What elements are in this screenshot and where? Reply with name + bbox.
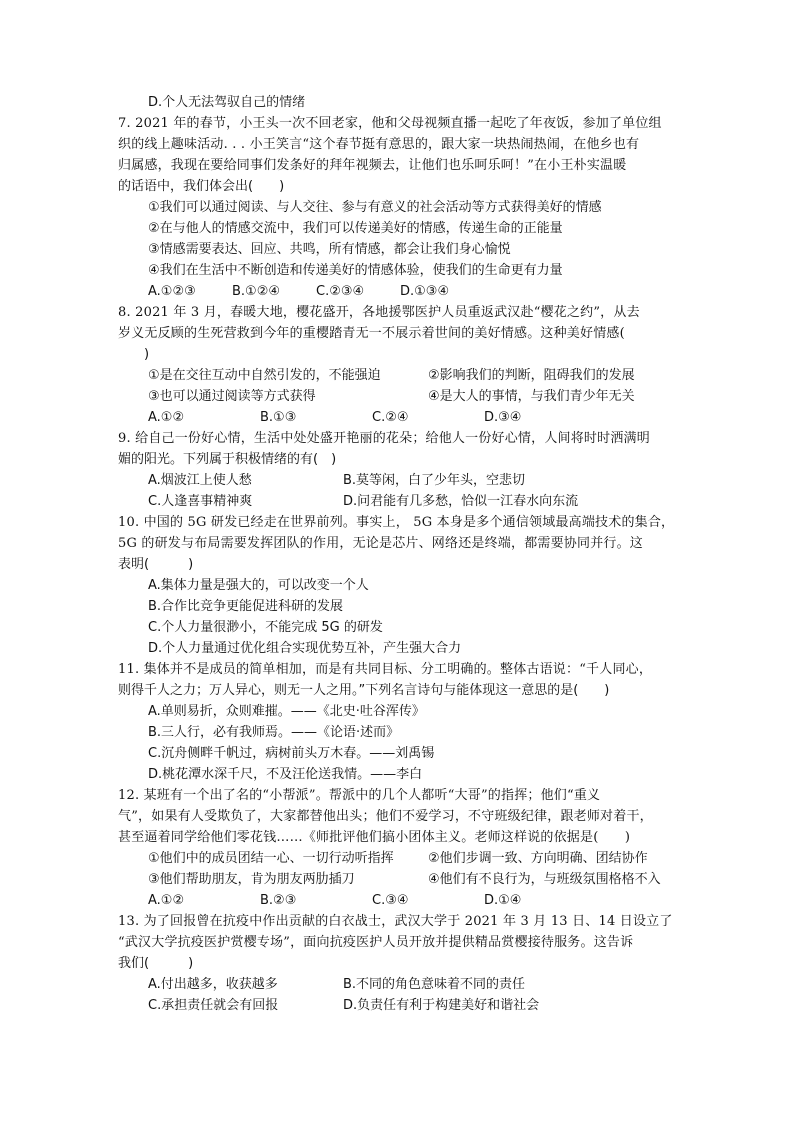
q9-choice-d: D.问君能有几多愁，恰似一江春水向东流 xyxy=(343,494,579,509)
q11-choice-d: D.桃花潭水深千尺，不及汪伦送我情。——李白 xyxy=(148,767,423,782)
q12-choice-d: D.①④ xyxy=(484,893,522,908)
q10-stem-line: 5G 的研发与布局需要发挥团队的作用，无论是芯片、网络还是终端，都需要协同并行。这 xyxy=(118,536,643,551)
q12-choices xyxy=(118,890,678,911)
q13-stem-line: 13. 为了回报曾在抗疫中作出贡献的白衣战士，武汉大学于 2021 年 3 月 13 日、14 日设立了 xyxy=(118,914,673,929)
q9-stem-line: 9. 给自己一份好心情，生活中处处盛开艳丽的花朵；给他人一份好心情，人间将时时洒满明 xyxy=(118,431,650,446)
q7-choice-c: C.②③④ xyxy=(316,284,365,299)
exam-page xyxy=(118,92,678,1016)
q11-choice-c: C.沉舟侧畔千帆过，病树前头万木春。——刘禹锡 xyxy=(148,746,435,761)
q10-stem-line: 表明( ) xyxy=(118,557,194,572)
q8-choices xyxy=(118,407,678,428)
q7-stem-line: 织的线上趣味活动. . . 小王笑言“这个春节挺有意思的，跟大家一块热闹热闹，在他乡也有 xyxy=(118,137,640,152)
q12-statement: ④他们有不良行为，与班级氛围格格不入 xyxy=(428,872,661,887)
q12-choice-b: B.②③ xyxy=(260,893,297,908)
q9-choice-b: B.莫等闲，白了少年头，空悲切 xyxy=(343,473,526,488)
q10-choice-d: D.个人力量通过优化组合实现优势互补，产生强大合力 xyxy=(148,641,462,656)
q7-statement: ②在与他人的情感交流中，我们可以传递美好的情感，传递生命的正能量 xyxy=(148,221,563,236)
q9-choice-row xyxy=(118,491,678,512)
q8-choice-d: D.③④ xyxy=(484,410,522,425)
q8-statement-row xyxy=(118,365,678,386)
q11-stem-line: 11. 集体并不是成员的简单相加，而是有共同目标、分工明确的。整体古语说：“千人同心， xyxy=(118,662,653,677)
q13-choice-d: D.负责任有利于构建美好和谐社会 xyxy=(343,998,540,1013)
q12-statement: ②他们步调一致、方向明确、团结协作 xyxy=(428,851,648,866)
q11-choice-a: A.单则易折，众则难摧。——《北史·吐谷浑传》 xyxy=(148,704,425,719)
q6-option-d: D.个人无法驾驭自己的情绪 xyxy=(148,95,306,110)
q9-choice-c: C.人逢喜事精神爽 xyxy=(148,494,253,509)
q13-stem-line: 我们( ) xyxy=(118,956,194,971)
q8-stem-line: ) xyxy=(118,347,150,362)
q7-stem-line: 的话语中，我们体会出( ) xyxy=(118,179,285,194)
q7-stem-line: 归属感，我现在要给同事们发条好的拜年视频去，让他们也乐呵乐呵！”在小王朴实温暖 xyxy=(118,158,627,173)
q9-choice-row xyxy=(118,470,678,491)
q13-choice-c: C.承担责任就会有回报 xyxy=(148,998,279,1013)
q8-statement: ①是在交往互动中自然引发的，不能强迫 xyxy=(148,368,381,383)
q7-statement: ①我们可以通过阅读、与人交往、参与有意义的社会活动等方式获得美好的情感 xyxy=(148,200,602,215)
q13-choice-b: B.不同的角色意味着不同的责任 xyxy=(343,977,526,992)
q11-stem-line: 则得千人之力；万人异心，则无一人之用。”下列名言诗句与能体现这一意思的是( ) xyxy=(118,683,610,698)
q8-statement: ②影响我们的判断，阻碍我们的发展 xyxy=(428,368,635,383)
q7-choice-b: B.①②④ xyxy=(232,284,281,299)
q7-statement: ④我们在生活中不断创造和传递美好的情感体验，使我们的生命更有力量 xyxy=(148,263,563,278)
q12-statement: ③他们帮助朋友，肯为朋友两肋插刀 xyxy=(148,872,355,887)
q12-stem-line: 气”，如果有人受欺负了，大家都替他出头；他们不爱学习，不守班级纪律，跟老师对着干， xyxy=(118,809,653,824)
q12-statement-row xyxy=(118,848,678,869)
q12-stem-line: 甚至逼着同学给他们零花钱……《师批评他们搞小团体主义。老师这样说的依据是( ) xyxy=(118,830,631,845)
q7-statement: ③情感需要表达、回应、共鸣，所有情感，都会让我们身心愉悦 xyxy=(148,242,511,257)
q13-choice-a: A.付出越多，收获越多 xyxy=(148,977,278,992)
q7-choice-d: D.①③④ xyxy=(400,284,450,299)
q11-choice-b: B.三人行，必有我师焉。——《论语·述而》 xyxy=(148,725,400,740)
q8-stem-line: 8. 2021 年 3 月，春暖大地，樱花盛开，各地援鄂医护人员重返武汉赴“樱花之约”，从去 xyxy=(118,305,640,320)
q12-stem-line: 12. 某班有一个出了名的“小帮派”。帮派中的几个人都听“大哥”的指挥；他们“重义 xyxy=(118,788,601,803)
q7-choice-a: A.①②③ xyxy=(148,284,196,299)
q12-statement-row xyxy=(118,869,678,890)
q8-statement-row xyxy=(118,386,678,407)
q13-choice-row xyxy=(118,995,678,1016)
q10-stem-line: 10. 中国的 5G 研发已经走在世界前列。事实上， 5G 本身是多个通信领域最高端技术的集合， xyxy=(118,515,675,530)
q10-choice-c: C.个人力量很渺小，不能完成 5G 的研发 xyxy=(148,620,383,635)
q8-choice-c: C.②④ xyxy=(372,410,409,425)
q8-choice-a: A.①② xyxy=(148,410,185,425)
q13-choice-row xyxy=(118,974,678,995)
q7-stem-line: 7. 2021 年的春节，小王头一次不回老家，他和父母视频直播一起吃了年夜饭，参加了单位组 xyxy=(118,116,662,131)
q8-statement: ④是大人的事情，与我们青少年无关 xyxy=(428,389,635,404)
q9-stem-line: 媚的阳光。下列属于积极情绪的有( ) xyxy=(118,452,337,467)
q10-choice-b: B.合作比竞争更能促进科研的发展 xyxy=(148,599,344,614)
q8-choice-b: B.①③ xyxy=(260,410,297,425)
q12-statement: ①他们中的成员团结一心、一切行动听指挥 xyxy=(148,851,394,866)
q10-choice-a: A.集体力量是强大的，可以改变一个人 xyxy=(148,578,369,593)
q8-stem-line: 岁义无反顾的生死营救到今年的重樱踏青无一不展示着世间的美好情感。这种美好情感( xyxy=(118,326,625,341)
q9-choice-a: A.烟波江上使人愁 xyxy=(148,473,252,488)
q7-choices xyxy=(118,281,678,302)
q13-stem-line: “武汉大学抗疫医护赏樱专场”，面向抗疫医护人员开放并提供精品赏樱接待服务。这告诉 xyxy=(118,935,634,950)
q12-choice-c: C.③④ xyxy=(372,893,409,908)
q8-statement: ③也可以通过阅读等方式获得 xyxy=(148,389,316,404)
q12-choice-a: A.①② xyxy=(148,893,185,908)
